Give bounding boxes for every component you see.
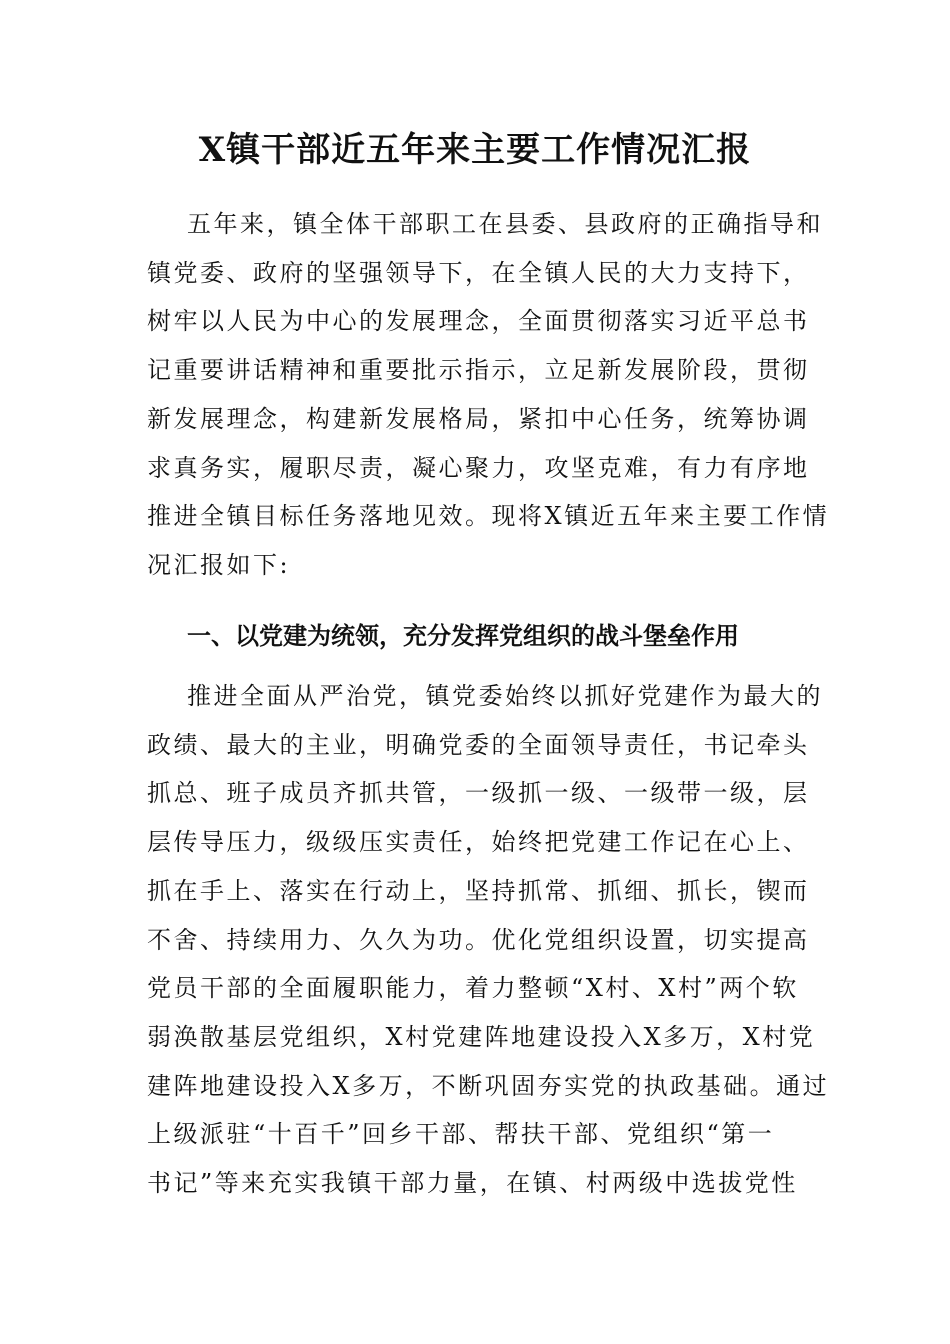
paragraph-line: 抓总、班子成员齐抓共管，一级抓一级、一级带一级，层 (147, 779, 810, 808)
paragraph-line: 镇党委、政府的坚强领导下，在全镇人民的大力支持下， (147, 258, 810, 287)
paragraph-line: 推进全镇目标任务落地见效。现将X镇近五年来主要工作情 (147, 502, 830, 531)
paragraph-line: 层传导压力，级级压实责任，始终把党建工作记在心上、 (147, 828, 810, 857)
paragraph-line: 树牢以人民为中心的发展理念，全面贯彻落实习近平总书 (147, 307, 810, 336)
paragraph-line: 不舍、持续用力、久久为功。优化党组织设置，切实提高 (147, 925, 810, 954)
section-heading: 一、以党建为统领，充分发挥党组织的战斗堡垒作用 (187, 622, 739, 650)
paragraph-line: 党员干部的全面履职能力，着力整顿“X村、X村”两个软 (147, 974, 799, 1003)
paragraph-line: 抓在手上、落实在行动上，坚持抓常、抓细、抓长，锲而 (147, 876, 810, 905)
paragraph-line: 政绩、最大的主业，明确党委的全面领导责任，书记牵头 (147, 730, 810, 759)
paragraph-line: 建阵地建设投入X多万，不断巩固夯实党的执政基础。通过 (147, 1071, 830, 1100)
document-title: X镇干部近五年来主要工作情况汇报 (198, 130, 752, 170)
paragraph-line: 五年来，镇全体干部职工在县委、县政府的正确指导和 (187, 210, 823, 238)
intro-paragraph (147, 200, 830, 590)
paragraph-line: 弱涣散基层党组织，X村党建阵地建设投入X多万，X村党 (147, 1022, 816, 1051)
paragraph-line: 书记”等来充实我镇干部力量，在镇、村两级中选拔党性 (147, 1169, 798, 1198)
paragraph-line: 况汇报如下: (147, 550, 291, 579)
paragraph-line: 推进全面从严治党，镇党委始终以抓好党建作为最大的 (187, 682, 823, 710)
paragraph-line: 上级派驻“十百千”回乡干部、帮扶干部、党组织“第一 (147, 1120, 775, 1149)
section-paragraph (147, 672, 830, 1208)
paragraph-line: 记重要讲话精神和重要批示指示，立足新发展阶段，贯彻 (147, 356, 810, 385)
paragraph-line: 新发展理念，构建新发展格局，紧扣中心任务，统筹协调 (147, 404, 810, 433)
paragraph-line: 求真务实，履职尽责，凝心聚力，攻坚克难，有力有序地 (147, 453, 810, 482)
